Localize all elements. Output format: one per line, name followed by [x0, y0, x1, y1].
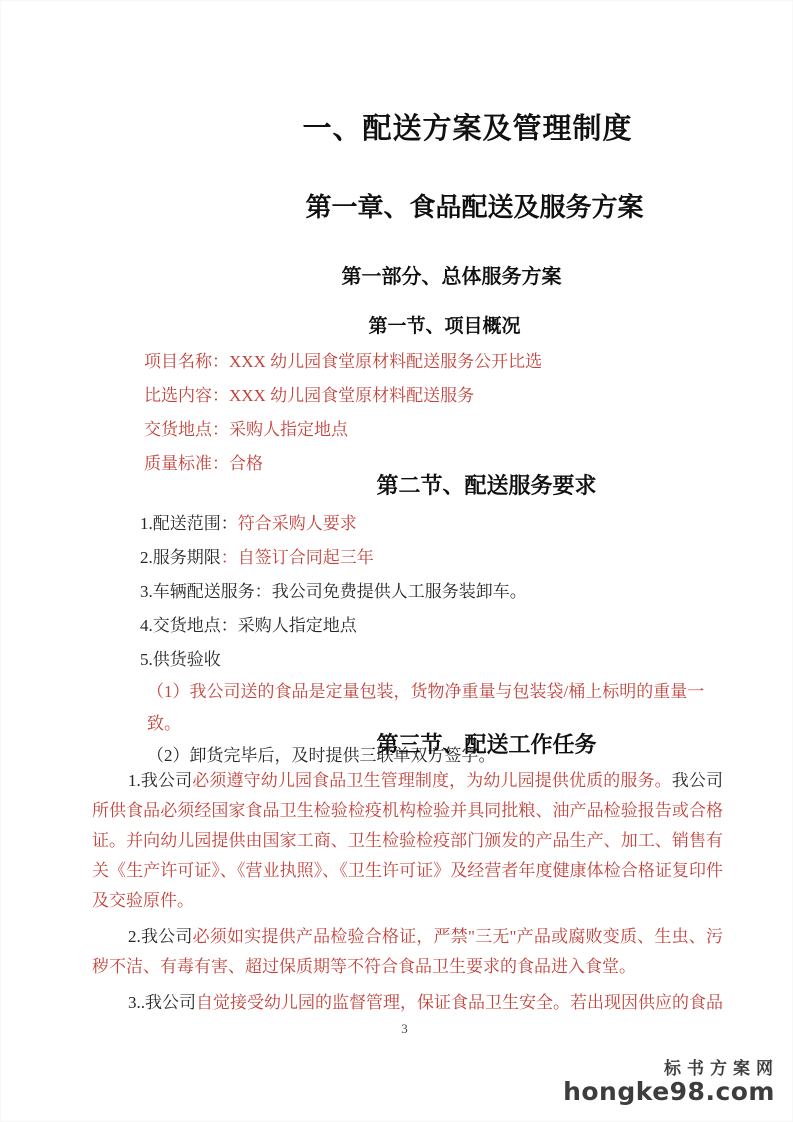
paragraph	[92, 922, 723, 982]
text-segment: 必须遵守幼儿园食品卫生管理制度，为幼儿园提供优质的服务。	[192, 771, 672, 790]
text-segment: 3..我公司	[128, 993, 196, 1012]
selection-content-line: 比选内容：XXX 幼儿园食堂原材料配送服务	[144, 386, 475, 405]
sub-item-black: （2）卸货完毕后，及时提供三联单双方签字。	[147, 746, 496, 765]
paragraph	[92, 988, 723, 1018]
watermark-site-name: 标书方案网	[664, 1059, 779, 1079]
quality-standard-line: 质量标准：合格	[144, 454, 263, 473]
section1-heading: 第一节、项目概况	[368, 316, 521, 337]
item-label: 4.交货地点：采购人指定地点	[140, 616, 357, 635]
text-segment: 我公司	[671, 771, 723, 790]
delivery-place-line: 交货地点：采购人指定地点	[144, 420, 348, 439]
list-item	[92, 609, 717, 643]
watermark	[563, 1059, 779, 1106]
text-segment: 所供食品必须经国家食品卫生检验检疫机构检验并具同批粮、油产品检验报告或合格证。并向幼儿园提供由国家工商、卫生检验检疫部门颁发的产品生产、加工、销售有关《生产许可证》、《营业执照》、《卫生许可证》及经营者年度健康体检合格证复印件及交验原件。	[92, 801, 723, 910]
section2-heading: 第二节、配送服务要求	[376, 473, 597, 498]
project-info-block	[92, 345, 717, 481]
page-number: 3	[401, 1021, 408, 1036]
list-item	[92, 507, 717, 541]
text-segment: 必须如实提供产品检验合格证，严禁"三无"产品或腐败变质、生虫、污秽不洁、有毒有害、超过保质期等不符合食品卫生要求的食品进入食堂。	[92, 927, 723, 976]
item-label: 5.供货验收	[140, 650, 221, 669]
item-label: 2.服务期限	[140, 548, 221, 567]
list-item	[92, 643, 717, 677]
text-segment: 自觉接受幼儿园的监督管理，保证食品卫生安全。若出现因供应的食品	[196, 993, 723, 1012]
list-item	[92, 575, 717, 609]
item-value: ：自签订合同起三年	[220, 548, 374, 567]
text-segment: 2.我公司	[128, 927, 193, 946]
list-item	[92, 541, 717, 575]
part-heading: 第一部分、总体服务方案	[341, 266, 562, 288]
item-value: 符合采购人要求	[237, 514, 357, 533]
requirements-list	[92, 507, 717, 677]
text-segment: 1.我公司	[128, 771, 193, 790]
project-name-line: 项目名称：XXX 幼儿园食堂原材料配送服务公开比选	[144, 352, 543, 371]
paragraph	[92, 766, 723, 916]
sub-item-red: （1）我公司送的食品是定量包装，货物净重量与包装袋/桶上标明的重量一致。	[147, 682, 705, 733]
document-title: 一、配送方案及管理制度	[302, 113, 633, 145]
item-label: 3.车辆配送服务：我公司免费提供人工服务装卸车。	[140, 582, 527, 601]
chapter-heading: 第一章、食品配送及服务方案	[305, 193, 644, 222]
item-label: 1.配送范围：	[140, 514, 238, 533]
tasks-block	[92, 766, 723, 1018]
section3-heading: 第三节、配送工作任务	[376, 732, 597, 757]
watermark-site-url: hongke98.com	[563, 1076, 775, 1106]
